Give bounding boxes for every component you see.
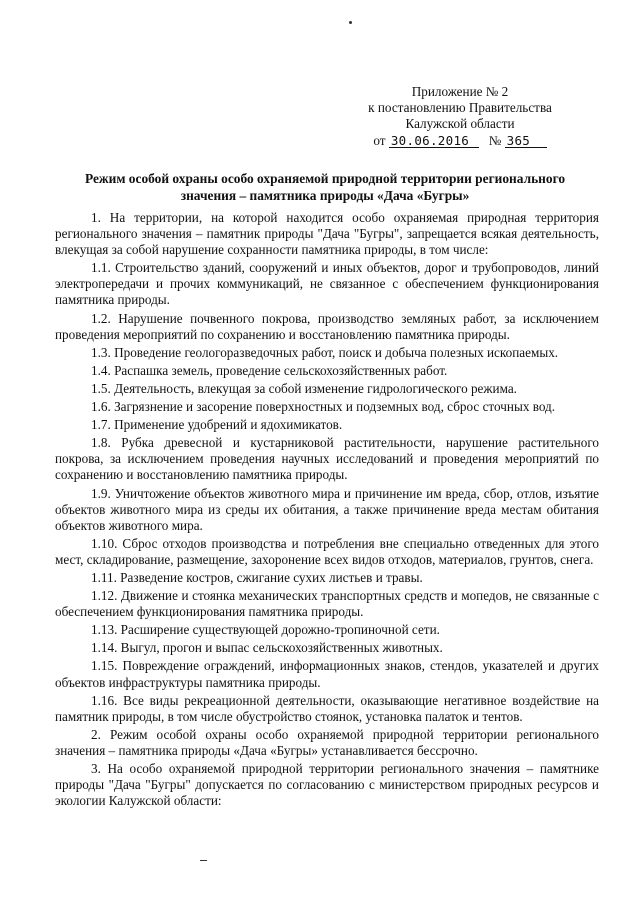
paragraph-1-1: 1.1. Строительство зданий, сооружений и иных объектов, дорог и трубопроводов, линий электропередачи и прочих коммуникаций, не связанное с обеспечением функционирования памятника природы. [55, 260, 599, 308]
number-prefix: № [488, 132, 502, 148]
title-line-1: Режим особой охраны особо охраняемой природной территории регионального [84, 171, 566, 186]
paragraph-1-5: 1.5. Деятельность, влекущая за собой изменение гидрологического режима. [91, 380, 517, 396]
paragraph-1-7: 1.7. Применение удобрений и ядохимикатов. [91, 417, 343, 433]
document-title [60, 171, 590, 204]
paragraph-1-3: 1.3. Проведение геологоразведочных работ, поиск и добыча полезных ископаемых. [91, 344, 559, 360]
appendix-title: Приложение № 2 [411, 84, 509, 99]
paragraph-1-13: 1.13. Расширение существующей дорожно-тропиночной сети. [91, 622, 440, 638]
scan-speck [200, 860, 207, 861]
appendix-region: Калужской области [405, 116, 515, 132]
appendix-reference: к постановлению Правительства [368, 100, 552, 116]
date-prefix: от [373, 132, 386, 148]
paragraph-1-10: 1.10. Сброс отходов производства и потребления вне специально отведенных для этого мест, складирование, размещение, захоронение всех видов отходов, материалов, грунтов, снега. [55, 535, 599, 567]
paragraph-1: 1. На территории, на которой находится особо охраняемая природная территория регионального значения – памятник природы "Дача "Бугры", запрещается всякая деятельность, влекущая за собой нарушение сохранности памятника природы, в том числе: [55, 210, 599, 258]
appendix-header [340, 84, 580, 149]
document-body [55, 210, 599, 811]
number-value: 365 [505, 134, 547, 148]
paragraph-1-6: 1.6. Загрязнение и засорение поверхностных и подземных вод, сброс сточных вод. [91, 399, 556, 415]
paragraph-1-9: 1.9. Уничтожение объектов животного мира и причинение им вреда, сбор, отлов, изъятие объектов животного мира из среды их обитания, а также причинение вреда местам обитания объектов животного мира. [55, 485, 599, 533]
paragraph-2: 2. Режим особой охраны особо охраняемой природной территории регионального значения – памятника природы «Дача «Бугры» устанавливается бессрочно. [55, 726, 599, 758]
title-line-2: значения – памятника природы «Дача «Бугры» [180, 187, 470, 203]
paragraph-3: 3. На особо охраняемой природной территории регионального значения – памятнике природы "Дача "Бугры" допускается по согласованию с министерством природных ресурсов и экологии Калужской области: [55, 761, 599, 809]
scan-speck [349, 21, 352, 24]
paragraph-1-14: 1.14. Выгул, прогон и выпас сельскохозяйственных животных. [91, 640, 443, 656]
paragraph-1-2: 1.2. Нарушение почвенного покрова, производство земляных работ, за исключением проведения мероприятий по сохранению и восстановлению памятника природы. [55, 310, 599, 342]
appendix-date-line [340, 133, 580, 149]
paragraph-1-8: 1.8. Рубка древесной и кустарниковой растительности, нарушение растительного покрова, за исключением проведения научных исследований и проведения мероприятий по сохранению и восстановлению памятника природы. [55, 435, 599, 483]
paragraph-1-12: 1.12. Движение и стоянка механических транспортных средств и мопедов, не связанные с обеспечением функционирования памятника природы. [55, 588, 599, 620]
paragraph-1-15: 1.15. Повреждение ограждений, информационных знаков, стендов, указателей и других объектов инфраструктуры памятника природы. [55, 658, 599, 690]
date-value: 30.06.2016 [389, 134, 479, 148]
paragraph-1-4: 1.4. Распашка земель, проведение сельскохозяйственных работ. [91, 362, 448, 378]
paragraph-1-16: 1.16. Все виды рекреационной деятельности, оказывающие негативное воздействие на памятник природы, в том числе обустройство стоянок, установка палаток и тентов. [55, 692, 599, 724]
paragraph-1-11: 1.11. Разведение костров, сжигание сухих листьев и травы. [91, 569, 423, 585]
